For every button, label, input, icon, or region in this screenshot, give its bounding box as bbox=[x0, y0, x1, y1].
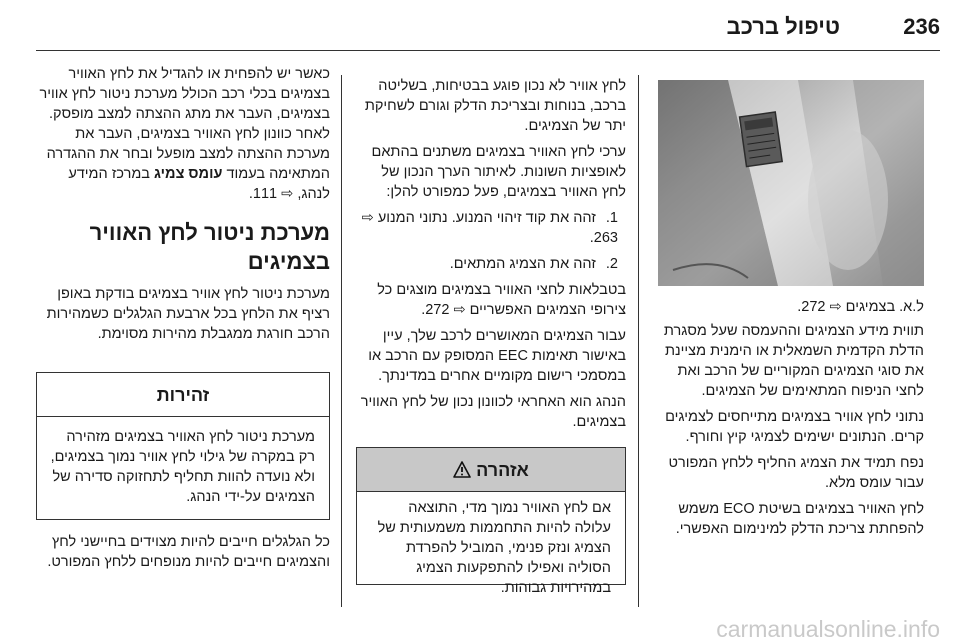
pressure-values-paragraph: ערכי לחץ האוויר בצמיגים משתנים בהתאם לאופציות השונות. לאיתור הערך הנכון של לחץ האוויר בצמיגים, פעל כמפורט להלן: bbox=[371, 144, 626, 200]
list-text: זהה את הצמיג המתאים. bbox=[449, 256, 596, 272]
column-divider-left bbox=[341, 75, 342, 607]
paragraph-text: במרכז המידע לנהג, ⇨ 111. bbox=[68, 166, 330, 202]
menu-item-reference: עומס צמיג bbox=[154, 166, 223, 182]
list-number: 1. bbox=[605, 210, 618, 226]
list-text: זהה את קוד זיהוי המנוע. נתוני המנוע ⇨ 263. bbox=[361, 210, 618, 246]
warning-box bbox=[356, 447, 626, 596]
header-rule bbox=[36, 50, 940, 51]
sensors-paragraph: כל הגלגלים חייבים להיות מצוידים בחיישני לחץ והצמיגים חייבים להיות מנופחים ללחץ המפורט. bbox=[47, 534, 330, 570]
spare-tire-paragraph: נפח תמיד את הצמיג החליף ללחץ המפורט עבור עומס מלא. bbox=[668, 455, 924, 491]
warning-header bbox=[357, 448, 625, 492]
section-heading: מערכת ניטור לחץ האוויר בצמיגים bbox=[89, 220, 330, 274]
page-number: 236 bbox=[903, 14, 940, 39]
tire-label-paragraph: תווית מידע הצמיגים וההעמסה שעל מסגרת הדלת הקדמית השמאלית או הימנית מציינת את סוגי הצמיגים המקוריים של הרכב ואת לחצי הניפוח המתאימים של הצמיגים. bbox=[663, 323, 924, 399]
driver-responsibility-paragraph: הנהג הוא האחראי לכוונון נכון של לחץ האוויר בצמיגים. bbox=[360, 394, 626, 430]
wrong-pressure-paragraph: לחץ אוויר לא נכון פוגע בבטיחות, בשליטה ברכב, בנוחות ובצריכת הדלק וגורם לשחיקת יתר של הצמיגים. bbox=[364, 78, 626, 134]
right-column bbox=[652, 297, 924, 545]
list-item bbox=[356, 208, 618, 248]
door-frame-image bbox=[658, 80, 924, 286]
caution-box bbox=[36, 372, 330, 520]
paragraph-text: כאשר יש להפחית או להגדיל את לחץ האוויר בצמיגים בכלי רכב הכולל מערכת ניטור לחץ אוויר בצמיגים, העבר את מתג ההצתה למצב מופסק. לאחר כוונון לחץ האוויר בצמיגים, העבר את מערכת ההצתה למצב מופעל ובחר את ההגדרה המתאימה בעמוד bbox=[39, 66, 330, 182]
monitoring-paragraph: מערכת ניטור לחץ אוויר בצמיגים בודקת באופן רציף את הלחץ בכל ארבעת הגלגלים כשמהירות הרכב חורגת ממגבלת מהירות מסוימת. bbox=[46, 286, 330, 342]
figure-caption: ל.א. בצמיגים ⇨ 272. bbox=[797, 299, 924, 315]
pressure-adjust-paragraph bbox=[36, 64, 330, 204]
eco-pressure-paragraph: לחץ האוויר בצמיגים בשיטת ECO משמש להפחתת צריכת הדלק למינימום האפשרי. bbox=[675, 501, 924, 537]
list-item bbox=[356, 254, 618, 274]
warning-body: אם לחץ האוויר נמוך מדי, התוצאה עלולה להיות התחממות משמעותית של הצמיג ונזק פנימי, המוביל להפרדת הסוליה ואפילו להתפקעות הצמיג במהירויות גבוהות. bbox=[377, 500, 611, 596]
tire-label-photo bbox=[658, 80, 924, 286]
left-column-bottom bbox=[36, 532, 330, 578]
warning-triangle-icon bbox=[453, 461, 471, 478]
tables-paragraph: בטבלאות לחצי האוויר בצמיגים מוצגים כל צירופי הצמיגים האפשריים ⇨ 272. bbox=[377, 282, 626, 318]
eec-paragraph: עבור הצמיגים המאושרים לרכב שלך, עיין באישור תאימות EEC המסופק עם הרכב או במסמכי רישום מקומיים אחרים במדינתך. bbox=[368, 328, 626, 384]
caution-body: מערכת ניטור לחץ האוויר בצמיגים מזהירה רק במקרה של גילוי לחץ אוויר נמוך בצמיגים, ולא נועדה להוות תחליף לתחזוקה סדירה של הצמיגים על-ידי הנהג. bbox=[50, 429, 315, 505]
cold-tires-paragraph: נתוני לחץ אוויר בצמיגים מתייחסים לצמיגים קרים. הנתונים ישימים לצמיגי קיץ וחורף. bbox=[665, 409, 924, 445]
middle-column bbox=[356, 76, 626, 438]
list-number: 2. bbox=[605, 256, 618, 272]
warning-title: אזהרה bbox=[476, 460, 529, 480]
left-column bbox=[36, 64, 330, 350]
column-divider-right bbox=[638, 75, 639, 607]
page-title: טיפול ברכב bbox=[726, 14, 840, 39]
caution-header: זהירות bbox=[37, 373, 329, 417]
watermark: carmanualsonline.info bbox=[716, 616, 940, 642]
